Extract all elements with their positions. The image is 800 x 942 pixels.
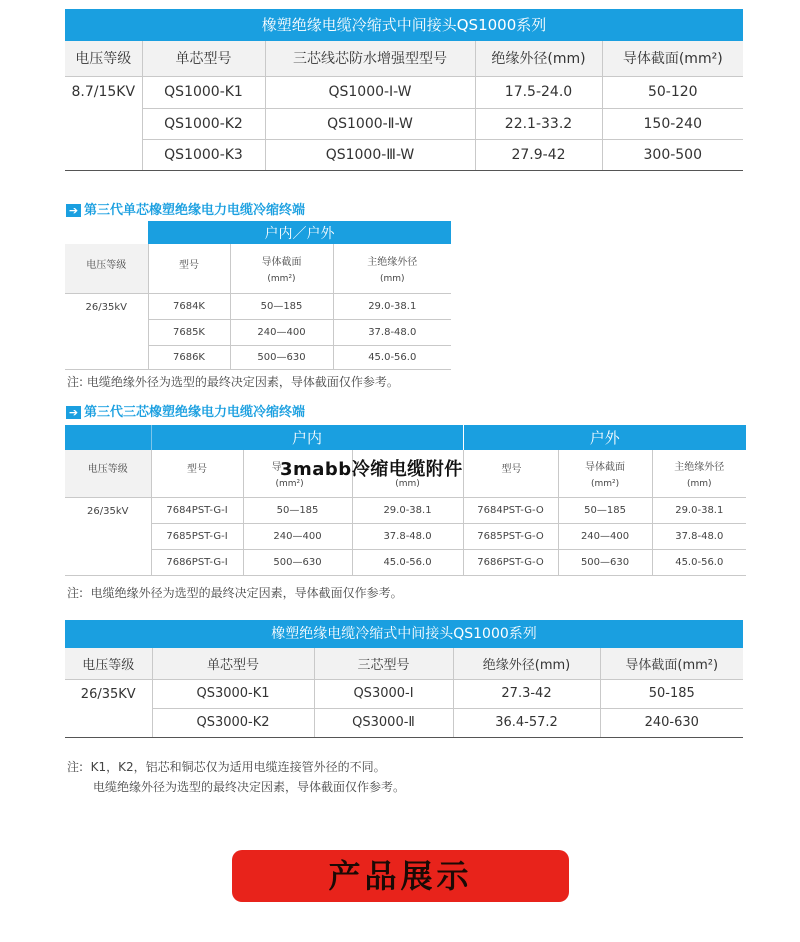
table3: [65, 425, 746, 576]
table4: [65, 620, 743, 738]
table3-cell: 7686PST-G-I: [151, 549, 243, 575]
table4-header-section: 导体截面(mm²): [600, 648, 743, 679]
table3-band-outdoor: 户外: [463, 425, 746, 450]
table2-header-section: [230, 244, 333, 293]
table-row: [65, 76, 743, 108]
table3-cell: 7685PST-G-O: [463, 523, 558, 549]
table2-header-section-unit: (mm²): [267, 273, 296, 284]
table2-cell: 500—630: [230, 345, 333, 369]
table4-cell: QS3000-K2: [152, 708, 314, 737]
table3-cell: 45.0-56.0: [352, 549, 463, 575]
table2-cell: 37.8-48.0: [333, 319, 451, 345]
table2-cell: 29.0-38.1: [333, 293, 451, 319]
table3-grid: [65, 425, 746, 576]
table-row: [65, 523, 746, 549]
table1-cell: QS1000-Ⅱ-W: [265, 108, 475, 139]
table2-voltage: 26/35kV: [65, 293, 148, 369]
table3-cell: 37.8-48.0: [352, 523, 463, 549]
table1-cell: 27.9-42: [475, 139, 602, 170]
table3-header-section-unit: (mm²): [275, 478, 304, 489]
section2-title: 第三代单芯橡塑绝缘电力电缆冷缩终端: [84, 203, 306, 218]
table2-cell: 240—400: [230, 319, 333, 345]
table4-voltage: 26/35KV: [65, 679, 152, 737]
table1-voltage: 8.7/15KV: [65, 76, 142, 170]
table-row: [65, 497, 746, 523]
table2-header-model: 型号: [148, 244, 230, 293]
arrow-right-icon: ➔: [66, 204, 81, 217]
table3-cell: 50—185: [558, 497, 652, 523]
table3-header-insul-out-label: 主绝缘外径: [674, 461, 725, 473]
table4-header-row: [65, 648, 743, 679]
table2-band-row: [65, 221, 451, 244]
table1-header-section: 导体截面(mm²): [602, 41, 743, 76]
table4-cell: 50-185: [600, 679, 743, 708]
table3-header-section-out: [558, 450, 652, 497]
table1-cell: QS1000-K3: [142, 139, 265, 170]
table3-cell: 7684PST-G-I: [151, 497, 243, 523]
table3-header-insul-out: [652, 450, 746, 497]
table2-grid: [65, 221, 451, 370]
table1-cell: 50-120: [602, 76, 743, 108]
table3-cell: 500—630: [243, 549, 352, 575]
table3-voltage: 26/35kV: [65, 497, 151, 575]
table1-title: 橡塑绝缘电缆冷缩式中间接头QS1000系列: [65, 9, 743, 41]
table3-cell: 500—630: [558, 549, 652, 575]
table1-cell: 150-240: [602, 108, 743, 139]
table2-cell: 45.0-56.0: [333, 345, 451, 369]
table3-cell: 29.0-38.1: [352, 497, 463, 523]
watermark: 3mabb冷缩电缆附件: [280, 459, 463, 480]
table2-header-voltage: 电压等级: [65, 244, 148, 293]
section3-note: 注: 电缆绝缘外径为选型的最终决定因素，导体截面仅作参考。: [67, 586, 403, 600]
table4-header-diameter: 绝缘外径(mm): [453, 648, 600, 679]
table1-cell: QS1000-K2: [142, 108, 265, 139]
table1-grid: [65, 41, 743, 171]
table1-cell: QS1000-Ⅰ-W: [265, 76, 475, 108]
table-row: [65, 139, 743, 170]
table4-header-single: 单芯型号: [152, 648, 314, 679]
table3-cell: 240—400: [243, 523, 352, 549]
table2-header-insul: [333, 244, 451, 293]
table2-header-insul-label: 主绝缘外径: [367, 256, 418, 268]
table3-band-row: [65, 425, 746, 450]
table4-grid: [65, 648, 743, 738]
table3-cell: 7685PST-G-I: [151, 523, 243, 549]
table1-header-row: [65, 41, 743, 76]
table1-header-single: 单芯型号: [142, 41, 265, 76]
table2-band-spacer: [65, 221, 148, 244]
table4-header-voltage: 电压等级: [65, 648, 152, 679]
table4-cell: 240-630: [600, 708, 743, 737]
table2-header-insul-unit: (mm): [379, 273, 405, 284]
table2-band: 户内／户外: [148, 221, 451, 244]
table3-cell: 7686PST-G-O: [463, 549, 558, 575]
table3-band-spacer: [65, 425, 151, 450]
table3-band-indoor: 户内: [151, 425, 463, 450]
table2-header-row: [65, 244, 451, 293]
table-row: [65, 679, 743, 708]
table4-title: 橡塑绝缘电缆冷缩式中间接头QS1000系列: [65, 620, 743, 648]
section2-note: 注: 电缆绝缘外径为选型的最终决定因素，导体截面仅作参考。: [67, 375, 399, 389]
table4-cell: QS3000-K1: [152, 679, 314, 708]
table3-cell: 45.0-56.0: [652, 549, 746, 575]
table3-header-model-out: 型号: [463, 450, 558, 497]
table3-cell: 240—400: [558, 523, 652, 549]
table3-cell: 50—185: [243, 497, 352, 523]
table3-cell: 29.0-38.1: [652, 497, 746, 523]
product-showcase-label: 产品展示: [328, 857, 473, 895]
table1: [65, 9, 743, 171]
table3-header-section-out-label: 导体截面: [585, 461, 626, 473]
table2-header-section-label: 导体截面: [261, 256, 302, 268]
table3-cell: 7684PST-G-O: [463, 497, 558, 523]
table3-header-insul-out-unit: (mm): [687, 478, 712, 489]
table-row: [65, 293, 451, 319]
table4-header-three: 三芯型号: [314, 648, 453, 679]
table-row: [65, 708, 743, 737]
table1-header-voltage: 电压等级: [65, 41, 142, 76]
section2-heading: [66, 199, 305, 218]
table4-note-line2: 电缆绝缘外径为选型的最终决定因素，导体截面仅作参考。: [93, 780, 406, 794]
table-row: [65, 549, 746, 575]
table1-cell: QS1000-Ⅲ-W: [265, 139, 475, 170]
table3-header-insul-unit: (mm): [395, 478, 420, 489]
table-row: [65, 108, 743, 139]
table2-cell: 7685K: [148, 319, 230, 345]
arrow-right-icon: ➔: [66, 406, 81, 419]
section3-heading: [66, 401, 305, 420]
table3-cell: 37.8-48.0: [652, 523, 746, 549]
table1-cell: 300-500: [602, 139, 743, 170]
section3-title: 第三代三芯橡塑绝缘电力电缆冷缩终端: [84, 405, 306, 420]
table2-cell: 50—185: [230, 293, 333, 319]
table2-cell: 7686K: [148, 345, 230, 369]
product-showcase-banner[interactable]: [232, 850, 569, 902]
table4-note-line1: 注: K1，K2，铝芯和铜芯仅为适用电缆连接管外径的不同。: [67, 760, 386, 774]
table2: [65, 221, 451, 370]
table1-header-diameter: 绝缘外径(mm): [475, 41, 602, 76]
table3-header-section-out-unit: (mm²): [590, 478, 620, 489]
table3-header-model: 型号: [151, 450, 243, 497]
table1-header-three: 三芯线芯防水增强型型号: [265, 41, 475, 76]
table3-header-voltage: 电压等级: [65, 450, 151, 497]
table4-cell: QS3000-Ⅱ: [314, 708, 453, 737]
table4-cell: 27.3-42: [453, 679, 600, 708]
table1-cell: QS1000-K1: [142, 76, 265, 108]
table2-cell: 7684K: [148, 293, 230, 319]
table4-cell: 36.4-57.2: [453, 708, 600, 737]
table1-cell: 22.1-33.2: [475, 108, 602, 139]
table4-cell: QS3000-Ⅰ: [314, 679, 453, 708]
table1-cell: 17.5-24.0: [475, 76, 602, 108]
table3-header-section-label: 导: [271, 461, 282, 473]
